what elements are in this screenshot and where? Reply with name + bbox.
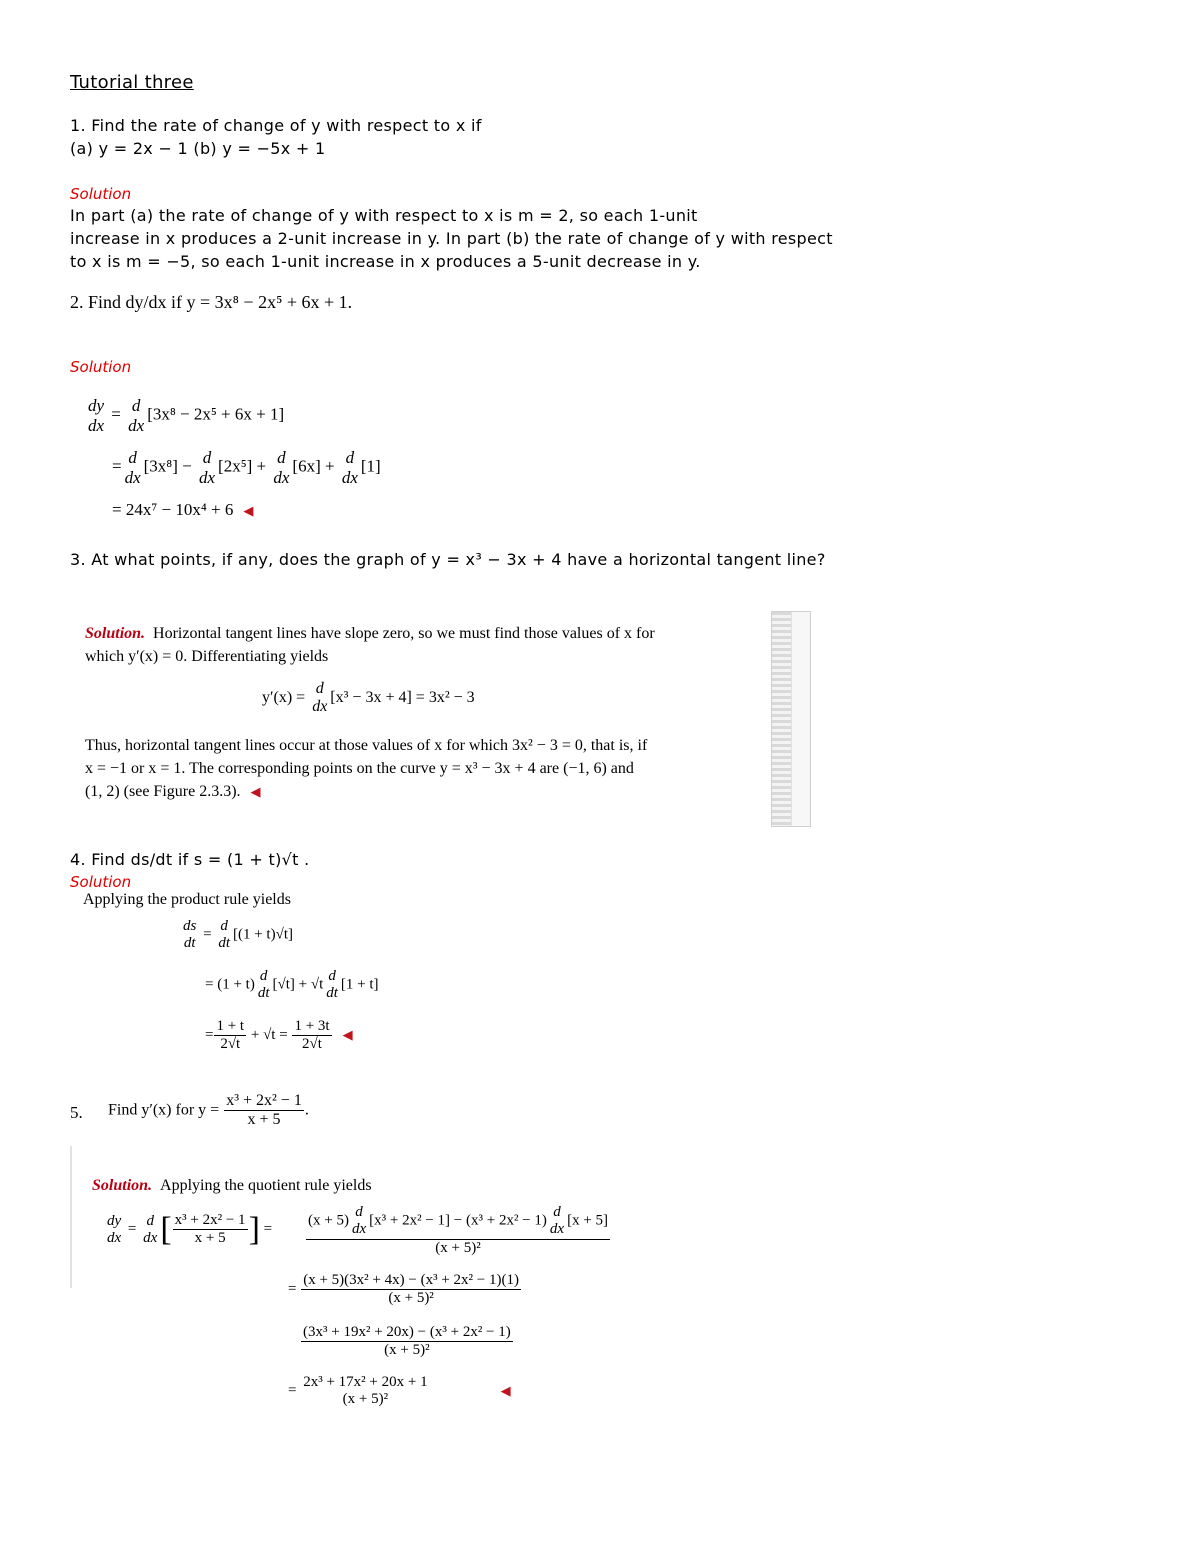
- q4-step2: = (1 + t) d dt [√t] + √t d dt [1 + t]: [205, 968, 379, 1002]
- q3-line1: Solution. Horizontal tangent lines have slope zero, so we must find those values of x for: [85, 625, 655, 642]
- q1-answer-line3: to x is m = −5, so each 1-unit increase in x produces a 5-unit decrease in y.: [70, 252, 701, 271]
- quote-bar: [70, 1146, 72, 1288]
- q1-answer-line1: In part (a) the rate of change of y with respect to x is m = 2, so each 1-unit: [70, 206, 698, 225]
- q3-line3: Thus, horizontal tangent lines occur at those values of x for which 3x² − 3 = 0, that is, if: [85, 737, 648, 754]
- q3-line5: (1, 2) (see Figure 2.3.3). ◀: [85, 783, 261, 800]
- q5-solution-label: Solution.: [92, 1177, 153, 1194]
- q2-step1: dy dx = d dx [3x⁸ − 2x⁵ + 6x + 1]: [88, 396, 285, 435]
- q4-solution-label: Solution: [70, 873, 132, 891]
- dy-numerator: dy: [88, 396, 105, 415]
- q2-solution-label: Solution: [70, 358, 132, 376]
- q3-line2: which y′(x) = 0. Differentiating yields: [85, 648, 329, 665]
- q2-step1-expr: [3x⁸ − 2x⁵ + 6x + 1]: [147, 404, 285, 424]
- dx-denominator: dx: [88, 415, 105, 435]
- q5-step3: $\frac{\text{(3x³ + 19x² + 20x) − (x³ + 2x² − 1)}}{\text{(x + 5)²}}$: [303, 1324, 511, 1359]
- q1-solution-label: Solution: [70, 185, 132, 203]
- q5-step1: dy dx = d dx [ $\frac{\text{x³ + 2x² − 1}}{x + 5}$ ] =: [107, 1210, 273, 1248]
- q2-question: 2. Find dy/dx if y = 3x⁸ − 2x⁵ + 6x + 1.: [70, 292, 353, 312]
- q4-step1: ds dt = d dt [(1 + t)√t]: [183, 918, 293, 952]
- q4-question: 4. Find ds/dt if s = (1 + t)√t .: [70, 850, 310, 869]
- q1-question: 1. Find the rate of change of y with respect to x if: [70, 116, 482, 135]
- q4-intro: Applying the product rule yields: [83, 891, 291, 908]
- q2-step3: = 24x⁷ − 10x⁴ + 6 ◀: [112, 500, 254, 519]
- end-marker-icon: ◀: [243, 503, 254, 518]
- end-marker-icon: ◀: [342, 1027, 353, 1043]
- q4-step3: = $\frac{1 + t}{2√t}$ + √t = $\frac{1 + 3t}{2√t}$ ◀: [205, 1018, 353, 1053]
- q5-step2: = $\frac{\text{(x + 5)(3x² + 4x) − (x³ + 2x² − 1)(1)}}{\text{(x + 5)²}}$: [288, 1272, 519, 1307]
- q5-step4: = 2x³ + 17x² + 20x + 1 (x + 5)² ◀: [288, 1374, 511, 1408]
- embedded-scrollbar[interactable]: [771, 611, 811, 827]
- end-marker-icon: ◀: [500, 1382, 511, 1398]
- q5-step1-rhs: (x + 5) d dx [x³ + 2x² − 1] − (x³ + 2x² − 1) d dx [x + 5] (x + 5)²: [308, 1204, 609, 1256]
- page-title: Tutorial three: [70, 72, 194, 93]
- q3-solution-label: Solution.: [85, 625, 146, 642]
- q5-number: 5.: [70, 1103, 83, 1122]
- end-marker-icon: ◀: [250, 784, 261, 799]
- q5-question: Find y′(x) for y = $\frac{\text{x³ + 2x² − 1}}{x + 5}$ .: [108, 1092, 309, 1129]
- q3-question: 3. At what points, if any, does the graph of y = x³ − 3x + 4 have a horizontal tangent line?: [70, 550, 826, 569]
- q1-answer-line2: increase in x produces a 2-unit increase in y. In part (b) the rate of change of y with respect: [70, 229, 833, 248]
- q2-step2: = d dx [3x⁸] − d dx [2x⁵] + d dx [6x] + d dx [1]: [112, 448, 381, 487]
- q3-equation: y′(x) = d dx [x³ − 3x + 4] = 3x² − 3: [262, 680, 475, 716]
- q5-solution-intro: Solution. Applying the quotient rule yields: [92, 1177, 372, 1194]
- q1-parts: (a) y = 2x − 1 (b) y = −5x + 1: [70, 139, 326, 158]
- q3-line4: x = −1 or x = 1. The corresponding points on the curve y = x³ − 3x + 4 are (−1, 6) and: [85, 760, 634, 777]
